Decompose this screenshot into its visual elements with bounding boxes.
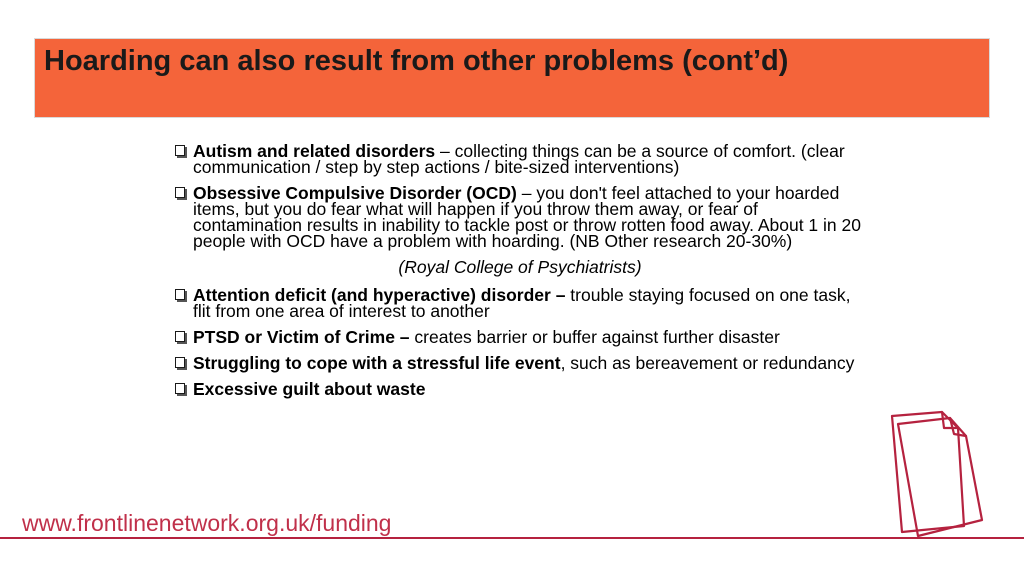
list-item <box>175 185 865 249</box>
item-heading: PTSD or Victim of Crime – <box>193 327 410 347</box>
checkbox-bullet-icon <box>175 145 185 156</box>
checkbox-bullet-icon <box>175 357 185 368</box>
item-text: – you don't feel attached to your hoarded items, but you do fear what will happen if you throw them away, or fear of contamination results in inability to tackle post or throw rotten food away. About 1 in 20 people with OCD have a problem with hoarding. (NB Other research 20-30%) <box>193 183 861 251</box>
citation: (Royal College of Psychiatrists) <box>398 257 642 277</box>
title-bar <box>34 38 990 118</box>
item-heading: Autism and related disorders <box>193 141 436 161</box>
item-heading: Excessive guilt about waste <box>193 379 426 399</box>
list-item <box>175 287 865 319</box>
footer-url[interactable]: www.frontlinenetwork.org.uk/funding <box>22 510 392 536</box>
item-text: , such as bereavement or redundancy <box>560 353 855 373</box>
checkbox-bullet-icon <box>175 383 185 394</box>
footer-divider <box>0 537 1024 539</box>
item-heading: Obsessive Compulsive Disorder (OCD) <box>193 183 517 203</box>
list-item <box>175 143 865 175</box>
list-item <box>175 329 865 345</box>
checkbox-bullet-icon <box>175 289 185 300</box>
checkbox-bullet-icon <box>175 331 185 342</box>
checkbox-bullet-icon <box>175 187 185 198</box>
item-text: creates barrier or buffer against further disaster <box>409 327 780 347</box>
slide-title: Hoarding can also result from other problems (cont’d) <box>44 45 789 77</box>
bullet-list <box>175 143 865 407</box>
item-heading: Attention deficit (and hyperactive) disorder – <box>193 285 566 305</box>
item-text: – collecting things can be a source of comfort. (clear communication / step by step actions / bite-sized interventions) <box>193 141 845 177</box>
list-item <box>175 355 865 371</box>
documents-icon <box>880 404 1000 544</box>
item-heading: Struggling to cope with a stressful life event <box>193 353 561 373</box>
item-text: trouble staying focused on one task, flit from one area of interest to another <box>193 285 851 321</box>
list-item <box>175 381 865 397</box>
